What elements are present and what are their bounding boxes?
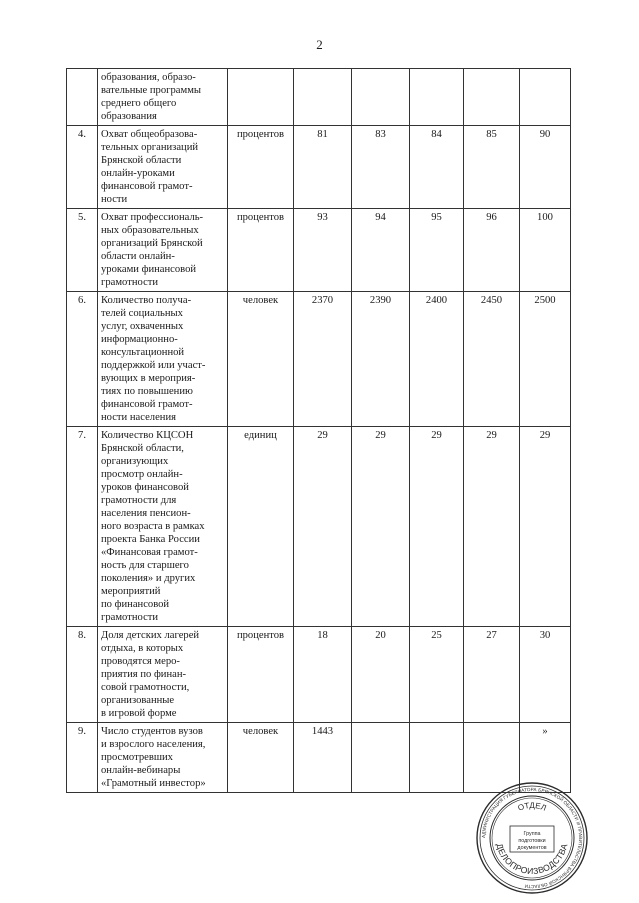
- description-line: услуг, охваченных: [101, 321, 184, 332]
- unit-of-measure: [228, 69, 294, 126]
- description-line: грамотности: [101, 612, 159, 623]
- description-line: организующих: [101, 456, 169, 467]
- table-row: [67, 292, 571, 427]
- year-value-5: [520, 69, 571, 126]
- year-value-2: 83: [352, 126, 410, 209]
- description-line: информационно-: [101, 334, 178, 345]
- description-line: по финансовой: [101, 599, 170, 610]
- description-line: населения пенсион-: [101, 508, 191, 519]
- description-line: мероприятий: [101, 586, 161, 597]
- description-line: ности населения: [101, 412, 176, 423]
- year-value-2: 20: [352, 627, 410, 723]
- year-value-1: 29: [294, 427, 352, 627]
- description-line: и взрослого населения,: [101, 739, 206, 750]
- year-value-4: 27: [464, 627, 520, 723]
- stamp-ring-text: АДМИНИСТРАЦИЯ ГУБЕРНАТОРА БРЯНСКОЙ ОБЛАСТИ И ПРАВИТЕЛЬСТВА БРЯНСКОЙ ОБЛАСТИ: [480, 786, 584, 890]
- indicator-description: [98, 627, 228, 723]
- stamp-inner-line-1: Группа: [523, 831, 541, 837]
- unit-of-measure: процентов: [228, 209, 294, 292]
- indicator-description: [98, 209, 228, 292]
- row-number: 6.: [67, 292, 98, 427]
- row-number: [67, 69, 98, 126]
- table-row: [67, 126, 571, 209]
- description-line: просмотр онлайн-: [101, 469, 183, 480]
- description-line: тельных организаций: [101, 142, 199, 153]
- table-row: [67, 627, 571, 723]
- description-line: организованные: [101, 695, 175, 706]
- year-value-1: 93: [294, 209, 352, 292]
- year-value-3: 29: [410, 427, 464, 627]
- year-value-4: 29: [464, 427, 520, 627]
- indicator-description: [98, 723, 228, 793]
- year-value-2: 29: [352, 427, 410, 627]
- description-line: ность для старшего: [101, 560, 189, 571]
- office-stamp: [472, 782, 592, 894]
- description-line: отдыха, в которых: [101, 643, 184, 654]
- table-row: [67, 209, 571, 292]
- year-value-1: 2370: [294, 292, 352, 427]
- description-line: поколения» и других: [101, 573, 196, 584]
- year-value-3: 84: [410, 126, 464, 209]
- stamp-office-text: ДЕЛОПРОИЗВОДСТВА: [494, 842, 570, 877]
- description-line: консультационной: [101, 347, 185, 358]
- description-line: в игровой форме: [101, 708, 177, 719]
- description-line: Охват общеобразова-: [101, 129, 198, 140]
- description-line: ного возраста в рамках: [101, 521, 205, 532]
- year-value-1: 1443: [294, 723, 352, 793]
- description-line: грамотности: [101, 277, 159, 288]
- year-value-4: 2450: [464, 292, 520, 427]
- description-line: грамотности для: [101, 495, 177, 506]
- description-line: области онлайн-: [101, 251, 175, 262]
- description-line: просмотревших: [101, 752, 173, 763]
- description-line: тиях по повышению: [101, 386, 193, 397]
- year-value-4: 96: [464, 209, 520, 292]
- description-line: Количество КЦСОН: [101, 430, 194, 441]
- year-value-5: 30: [520, 627, 571, 723]
- unit-of-measure: человек: [228, 292, 294, 427]
- year-value-3: 2400: [410, 292, 464, 427]
- row-number: 7.: [67, 427, 98, 627]
- year-value-3: 25: [410, 627, 464, 723]
- description-line: проводятся меро-: [101, 656, 180, 667]
- description-line: онлайн-уроками: [101, 168, 175, 179]
- year-value-3: 95: [410, 209, 464, 292]
- year-value-3: [410, 69, 464, 126]
- svg-text:ОТДЕЛ: [517, 801, 548, 813]
- year-value-1: 81: [294, 126, 352, 209]
- description-line: совой грамотности,: [101, 682, 190, 693]
- description-line: вующих в мероприя-: [101, 373, 196, 384]
- year-value-5: 29: [520, 427, 571, 627]
- description-line: вательные программы: [101, 85, 202, 96]
- year-value-5: 2500: [520, 292, 571, 427]
- row-number: 4.: [67, 126, 98, 209]
- description-line: Доля детских лагерей: [101, 630, 200, 641]
- indicators-table: [66, 68, 571, 793]
- stamp-dept-text: ОТДЕЛ: [516, 800, 548, 813]
- description-line: ных образовательных: [101, 225, 199, 236]
- stamp-inner-line-3: документов: [517, 845, 547, 851]
- description-line: уроками финансовой: [101, 264, 197, 275]
- description-line: среднего общего: [101, 98, 177, 109]
- description-line: «Финансовая грамот-: [101, 547, 198, 558]
- table-body: [67, 69, 571, 793]
- stamp-inner-line-2: подготовки: [518, 838, 546, 844]
- description-line: образования, образо-: [101, 72, 196, 83]
- description-line: Брянской области,: [101, 443, 184, 454]
- year-value-3: [410, 723, 464, 793]
- row-number: 9.: [67, 723, 98, 793]
- description-line: Брянской области: [101, 155, 182, 166]
- description-line: финансовой грамот-: [101, 181, 193, 192]
- table-row: [67, 427, 571, 627]
- description-line: Количество получа-: [101, 295, 192, 306]
- indicator-description: [98, 126, 228, 209]
- table-row: [67, 69, 571, 126]
- year-value-5: »: [520, 723, 571, 793]
- year-value-5: 90: [520, 126, 571, 209]
- year-value-1: 18: [294, 627, 352, 723]
- year-value-2: [352, 69, 410, 126]
- unit-of-measure: процентов: [228, 126, 294, 209]
- year-value-2: 94: [352, 209, 410, 292]
- year-value-5: 100: [520, 209, 571, 292]
- year-value-4: [464, 69, 520, 126]
- indicator-description: [98, 69, 228, 126]
- row-number: 8.: [67, 627, 98, 723]
- year-value-4: 85: [464, 126, 520, 209]
- description-line: онлайн-вебинары: [101, 765, 181, 776]
- unit-of-measure: человек: [228, 723, 294, 793]
- indicator-description: [98, 427, 228, 627]
- unit-of-measure: единиц: [228, 427, 294, 627]
- year-value-1: [294, 69, 352, 126]
- description-line: Охват профессиональ-: [101, 212, 204, 223]
- description-line: телей социальных: [101, 308, 183, 319]
- description-line: образования: [101, 111, 157, 122]
- description-line: поддержкой или участ-: [101, 360, 206, 371]
- description-line: приятия по финан-: [101, 669, 187, 680]
- description-line: проекта Банка России: [101, 534, 200, 545]
- page-number: 2: [316, 37, 323, 52]
- description-line: организаций Брянской: [101, 238, 203, 249]
- year-value-2: 2390: [352, 292, 410, 427]
- description-line: Число студентов вузов: [101, 726, 203, 737]
- unit-of-measure: процентов: [228, 627, 294, 723]
- description-line: финансовой грамот-: [101, 399, 193, 410]
- row-number: 5.: [67, 209, 98, 292]
- year-value-2: [352, 723, 410, 793]
- description-line: «Грамотный инвестор»: [101, 778, 206, 789]
- description-line: ности: [101, 194, 128, 205]
- description-line: уроков финансовой: [101, 482, 189, 493]
- indicator-description: [98, 292, 228, 427]
